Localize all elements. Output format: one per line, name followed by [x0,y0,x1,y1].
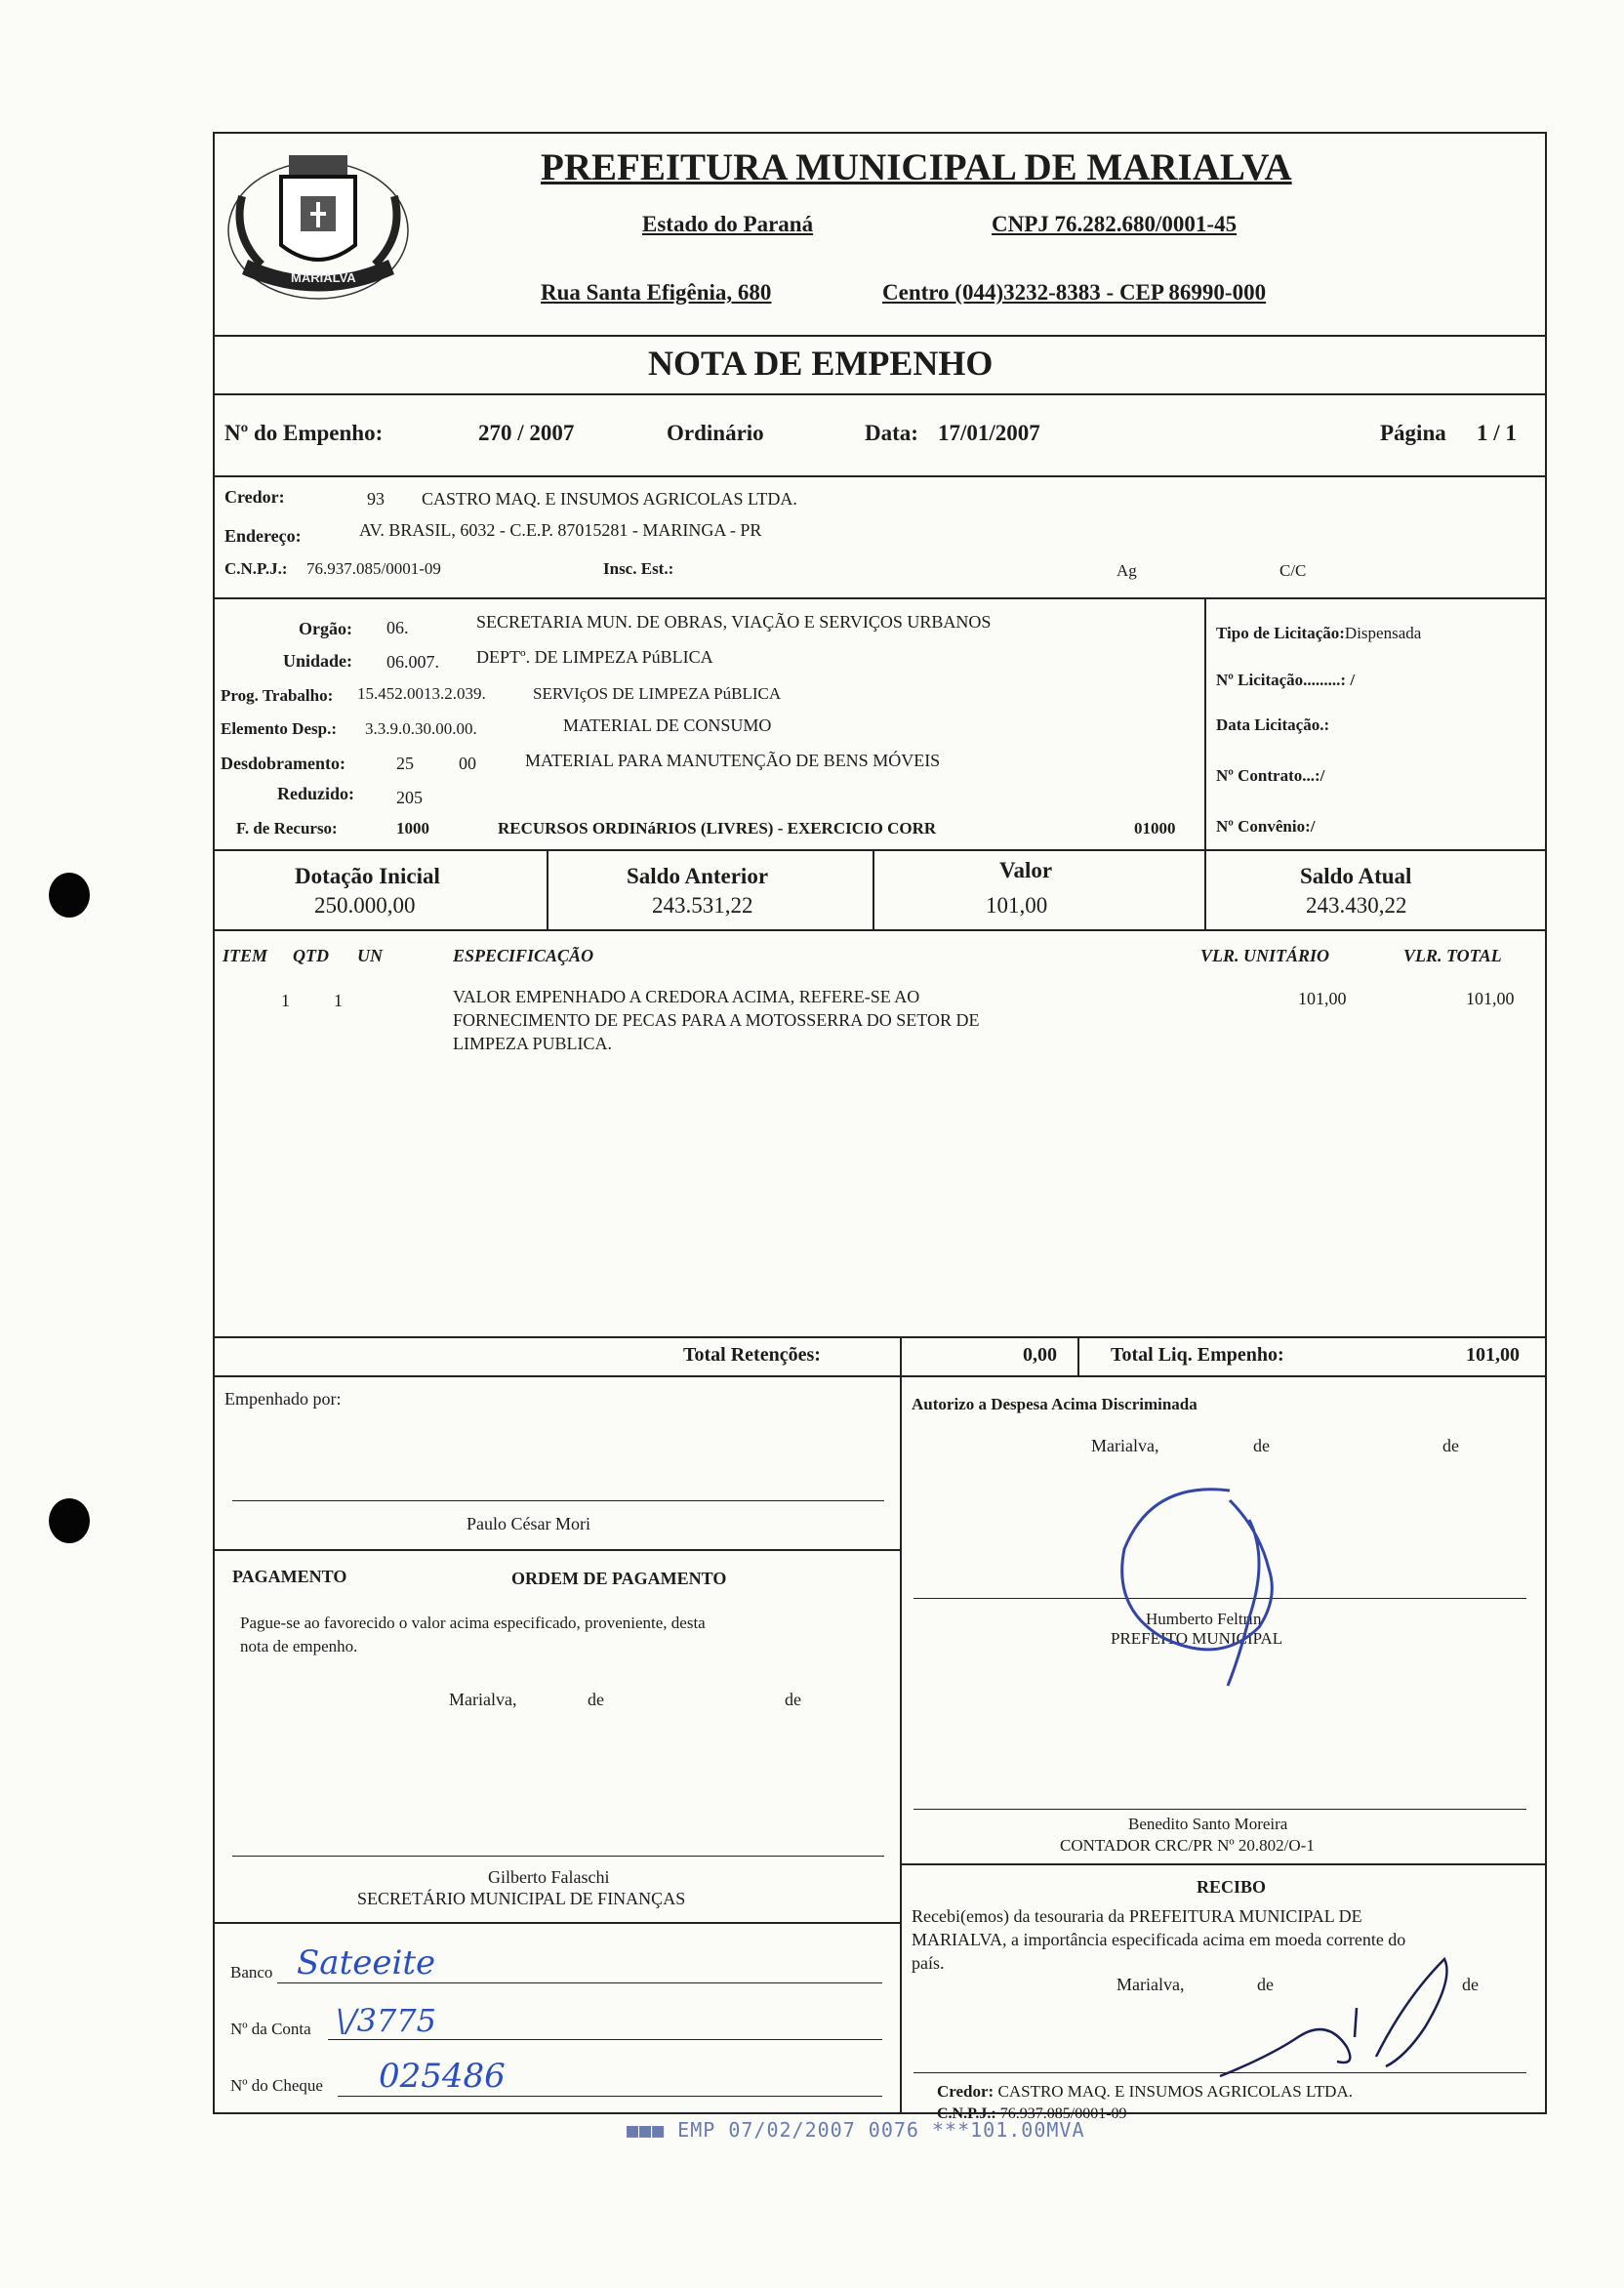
footer-stamp [627,2118,1084,2142]
nota-de-empenho-form [213,132,1547,2122]
ordem-city: Marialva, [449,1690,517,1709]
item-total-value: 101,00 [1466,989,1515,1008]
total-retencoes-label: Total Retenções: [683,1344,821,1366]
empenho-label: Nº do Empenho: [224,421,384,445]
ordem-pagamento-label: ORDEM DE PAGAMENTO [511,1569,727,1588]
recurso-name: RECURSOS ORDINáRIOS (LIVRES) - EXERCICIO CORR [498,819,937,838]
item-spec-line: LIMPEZA PUBLICA. [453,1034,613,1053]
reduzido-label: Reduzido: [277,784,355,803]
conta-label: Nº da Conta [230,2020,311,2038]
municipal-crest-logo [223,138,414,304]
desdob-b: 00 [459,754,476,773]
recurso-code2: 01000 [1134,819,1176,838]
cheque-label: Nº do Cheque [230,2076,323,2095]
pague-text: Pague-se ao favorecido o valor acima especificado, proveniente, desta [240,1614,706,1632]
empenhado-por-label: Empenhado por: [224,1389,342,1409]
recibo-cnpj-label: C.N.P.J.: [937,2105,996,2122]
ag-label: Ag [1116,561,1137,580]
cnpj-value: 76.937.085/0001-09 [306,559,441,578]
org-address: Rua Santa Efigênia, 680 [541,280,772,305]
recibo-credor [937,2082,1353,2102]
org-cnpj: CNPJ 76.282.680/0001-45 [992,212,1238,236]
inscr-label: Insc. Est.: [603,559,674,578]
pague-text: nota de empenho. [240,1637,358,1655]
punch-hole [49,1498,90,1543]
recibo-de: de [1257,1975,1274,1994]
col-vlr-total: VLR. TOTAL [1403,946,1502,965]
dotacao-value: 250.000,00 [314,893,416,918]
orgao-code: 06. [386,618,409,637]
licitacao-type [1216,624,1421,643]
recibo-cnpj-value: 76.937.085/0001-09 [999,2105,1127,2122]
elemento-label: Elemento Desp.: [221,719,337,738]
empenho-type: Ordinário [667,421,764,445]
unidade-name: DEPTº. DE LIMPEZA PúBLICA [476,647,713,667]
date-label: Data: [865,421,918,445]
reduzido-value: 205 [396,788,423,807]
cnpj-label: C.N.P.J.: [224,559,288,578]
autorizo-city: Marialva, [1091,1436,1159,1455]
recibo-de: de [1462,1975,1479,1994]
total-liq-value: 101,00 [1466,1344,1520,1366]
total-liq-label: Total Liq. Empenho: [1111,1344,1284,1366]
banco-label: Banco [230,1963,273,1982]
prog-name: SERVIçOS DE LIMPEZA PúBLICA [533,684,782,703]
desdob-a: 25 [396,754,414,773]
stamp-mark-icon: ■■■ [627,2118,678,2142]
credor-signature [1210,1940,1464,2086]
secretario-name: Gilberto Falaschi [488,1867,610,1887]
ordem-date-de: de [785,1690,801,1709]
credor-name: CASTRO MAQ. E INSUMOS AGRICOLAS LTDA. [422,489,797,509]
item-qty: 1 [334,991,343,1010]
banco-handwritten: Sateeite [297,1943,436,1982]
recibo-text: MARIALVA, a importância especificada acima em moeda corrente do [912,1930,1406,1949]
cc-label: C/C [1279,561,1307,580]
credor-label: Credor: [224,487,285,507]
dotacao-label: Dotação Inicial [295,864,440,888]
date-value: 17/01/2007 [938,421,1040,445]
recurso-label: F. de Recurso: [236,819,338,838]
prefeito-signature [1113,1461,1288,1696]
punch-hole [49,873,90,918]
desdob-label: Desdobramento: [221,754,345,773]
pagamento-label: PAGAMENTO [232,1567,347,1586]
autorizo-label: Autorizo a Despesa Acima Discriminada [912,1395,1198,1413]
recibo-credor-value: CASTRO MAQ. E INSUMOS AGRICOLAS LTDA. [997,2082,1353,2101]
saldo-atual-label: Saldo Atual [1300,864,1412,888]
credor-code: 93 [367,489,385,509]
licitacao-date: Data Licitação.: [1216,715,1330,734]
cheque-handwritten: 025486 [379,2057,506,2096]
contador-title: CONTADOR CRC/PR Nº 20.802/O-1 [1060,1836,1315,1855]
crest-text: MARIALVA [291,270,356,285]
col-item: ITEM [223,946,268,965]
contrato-number: Nº Contrato...:/ [1216,766,1325,785]
licitacao-type-value: Dispensada [1344,624,1422,642]
doc-title: NOTA DE EMPENHO [648,344,994,383]
valor-value: 101,00 [986,893,1048,918]
recibo-credor-label: Credor: [937,2082,995,2101]
address-value: AV. BRASIL, 6032 - C.E.P. 87015281 - MARINGA - PR [359,520,762,540]
recibo-text: país. [912,1953,945,1973]
elemento-code: 3.3.9.0.30.00.00. [365,719,477,738]
recibo-text: Recebi(emos) da tesouraria da PREFEITURA MUNICIPAL DE [912,1906,1362,1926]
item-number: 1 [281,991,290,1010]
empenhado-por-name: Paulo César Mori [467,1514,590,1533]
page-value: 1 / 1 [1477,421,1517,445]
col-vlr-unitario: VLR. UNITÁRIO [1200,946,1330,965]
autorizo-de: de [1253,1436,1270,1455]
conta-handwritten: \/3775 [336,2002,436,2039]
item-spec-line: VALOR EMPENHADO A CREDORA ACIMA, REFERE-SE AO [453,987,920,1006]
col-un: UN [357,946,383,965]
licitacao-number: Nº Licitação.........: / [1216,671,1356,689]
org-contact: Centro (044)3232-8383 - CEP 86990-000 [882,280,1267,305]
recurso-code: 1000 [396,819,429,838]
org-name: PREFEITURA MUNICIPAL DE MARIALVA [541,146,1292,188]
desdob-name: MATERIAL PARA MANUTENÇÃO DE BENS MÓVEIS [525,751,941,770]
valor-label: Valor [999,858,1053,882]
item-spec-line: FORNECIMENTO DE PECAS PARA A MOTOSSERRA DO SETOR DE [453,1010,980,1030]
orgao-label: Orgão: [299,619,352,638]
unidade-label: Unidade: [283,651,353,671]
saldo-anterior-value: 243.531,22 [652,893,753,918]
saldo-atual-value: 243.430,22 [1306,893,1407,918]
ordem-date-de: de [588,1690,604,1709]
saldo-anterior-label: Saldo Anterior [627,864,769,888]
total-retencoes-value: 0,00 [1023,1344,1057,1366]
prefeito-title: PREFEITO MUNICIPAL [1111,1629,1283,1648]
empenho-number: 270 / 2007 [478,421,575,445]
address-label: Endereço: [224,526,302,546]
stamp-text: EMP 07/02/2007 0076 ***101.00MVA [677,2118,1085,2142]
unidade-code: 06.007. [386,652,439,672]
item-unit-value: 101,00 [1298,989,1347,1008]
convenio-number: Nº Convênio:/ [1216,817,1316,836]
contador-name: Benedito Santo Moreira [1128,1815,1288,1833]
col-qtd: QTD [293,946,329,965]
orgao-name: SECRETARIA MUN. DE OBRAS, VIAÇÃO E SERVIÇOS URBANOS [476,612,992,632]
prefeito-name: Humberto Feltrin [1146,1610,1262,1628]
state-name: Estado do Paraná [642,212,814,236]
page-label: Página [1380,421,1446,445]
col-especificacao: ESPECIFICAÇÃO [453,946,594,965]
prog-code: 15.452.0013.2.039. [357,684,486,703]
licitacao-type-label: Tipo de Licitação: [1216,624,1345,642]
elemento-name: MATERIAL DE CONSUMO [563,715,772,735]
secretario-title: SECRETÁRIO MUNICIPAL DE FINANÇAS [357,1889,686,1908]
recibo-label: RECIBO [1197,1877,1267,1897]
recibo-city: Marialva, [1116,1975,1185,1994]
prog-label: Prog. Trabalho: [221,686,334,705]
autorizo-de: de [1442,1436,1459,1455]
